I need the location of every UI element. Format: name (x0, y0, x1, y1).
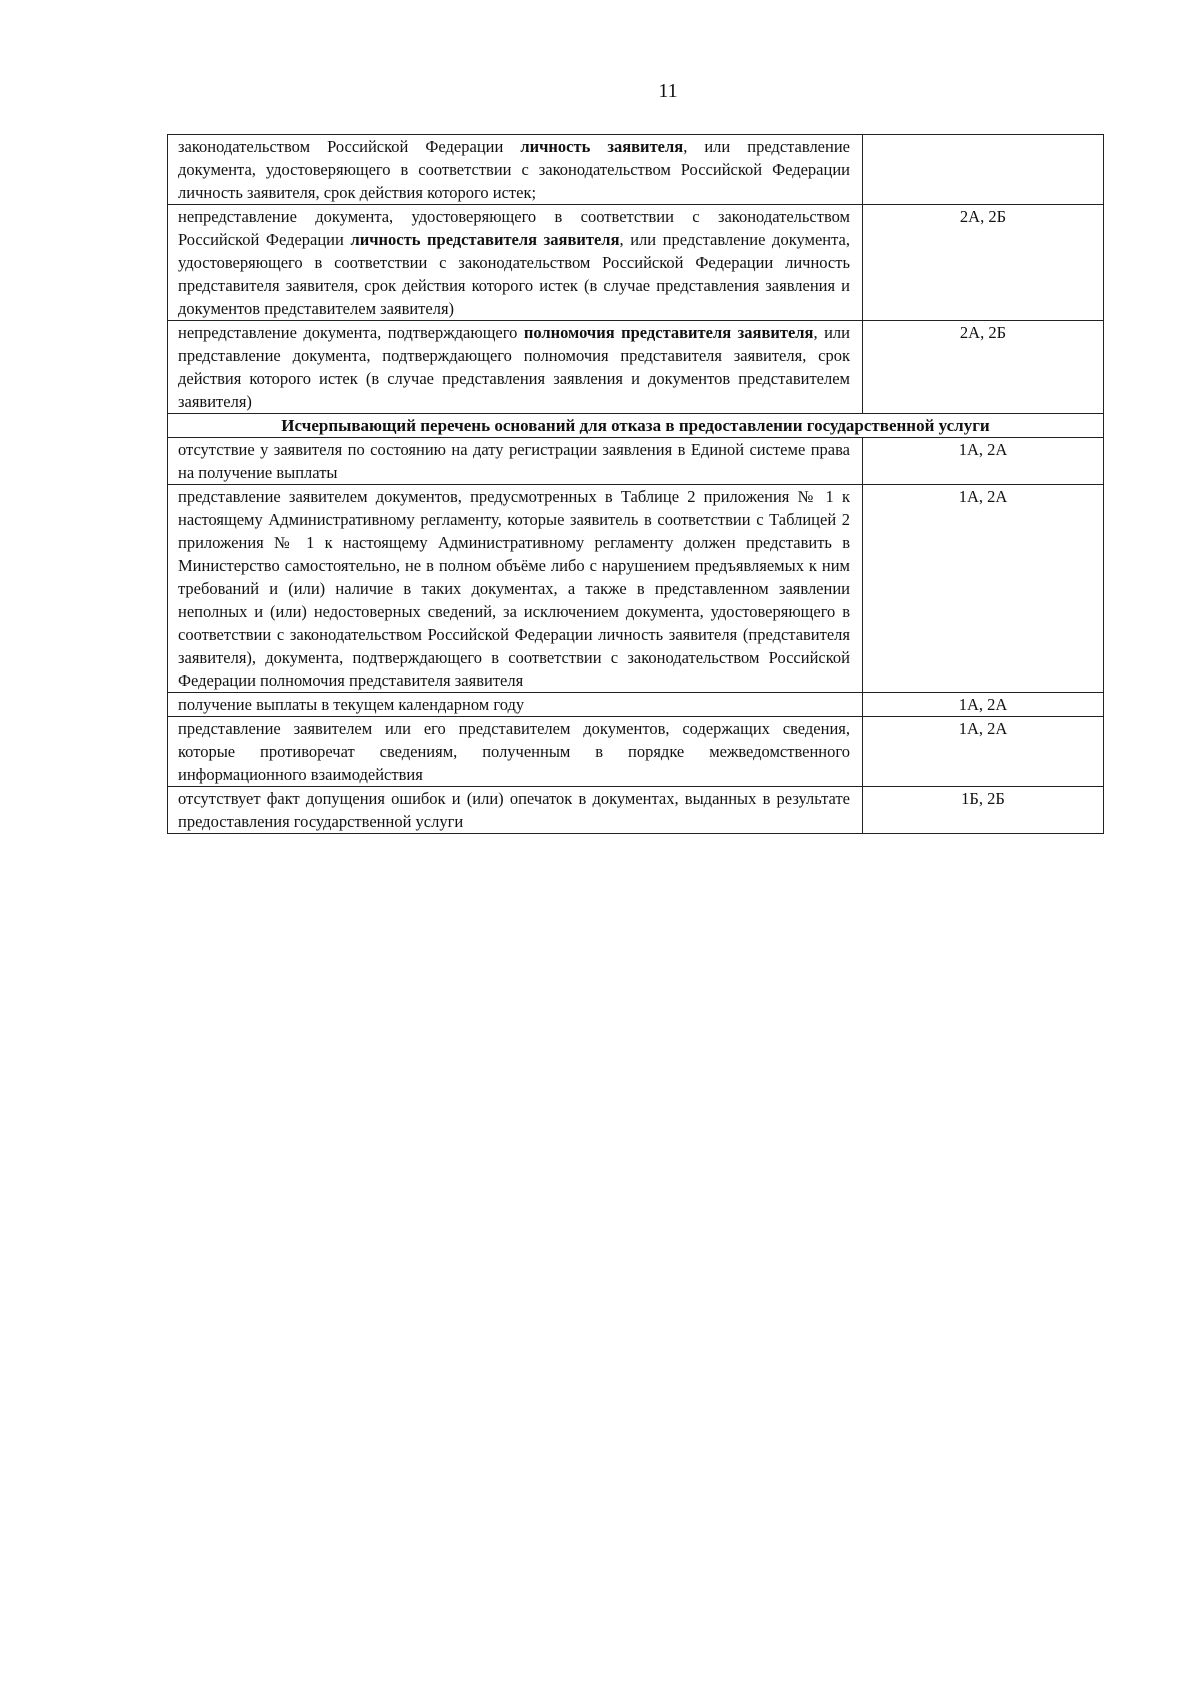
text-segment: представление заявителем документов, предусмотренных в Таблице 2 приложения № 1 к настоящему Административному регламенту, которые заявитель в соответствии с Таблицей 2 приложения № 1 к настоящему Административному регламенту должен представить в Министерство самостоятельно, не в полном объёме либо с нарушением предъявляемых к ним требований и (или) наличие в таких документах, а также в представленном заявлении неполных и (или) недостоверных сведений, за исключением документа, удостоверяющего в соответствии с законодательством Российской Федерации личность заявителя (представителя заявителя), документа, подтверждающего в соответствии с законодательством Российской Федерации полномочия представителя заявителя (178, 487, 850, 690)
ground-description (168, 717, 863, 787)
bold-text-segment: личность заявителя (520, 137, 684, 156)
section-heading-row (168, 414, 1104, 438)
text-segment: представление заявителем или его представителем документов, содержащих сведения, которые противоречат сведениям, полученным в порядке межведомственного информационного взаимодействия (178, 719, 850, 784)
table-row (168, 321, 1104, 414)
bold-text-segment: полномочия представителя заявителя (523, 323, 814, 342)
table-row (168, 693, 1104, 717)
ground-description (168, 135, 863, 205)
result-code: 2А, 2Б (863, 321, 1104, 414)
text-segment: законодательством Российской Федерации (178, 137, 521, 156)
result-code: 1А, 2А (863, 717, 1104, 787)
ground-description (168, 485, 863, 693)
ground-description (168, 205, 863, 321)
table-row (168, 438, 1104, 485)
result-code: 1А, 2А (863, 693, 1104, 717)
table-row (168, 485, 1104, 693)
ground-description (168, 438, 863, 485)
text-segment: отсутствие у заявителя по состоянию на дату регистрации заявления в Единой системе права на получение выплаты (178, 440, 850, 482)
text-segment: , или представление документа, удостоверяющего в соответствии с законодательством Российской Федерации личность представителя заявителя, срок действия которого истек (в случае представления заявления и документов представителем заявителя) (178, 230, 850, 318)
text-segment: отсутствует факт допущения ошибок и (или) опечаток в документах, выданных в результате предоставления государственной услуги (178, 789, 850, 831)
text-segment: , или представление документа, удостоверяющего в соответствии с законодательством Российской Федерации личность заявителя, срок действия которого истек; (178, 137, 850, 202)
result-code (863, 135, 1104, 205)
table-row (168, 135, 1104, 205)
text-segment: непредставление документа, удостоверяющего в соответствии с законодательством Российской Федерации (178, 207, 850, 249)
table-row (168, 717, 1104, 787)
result-code: 2А, 2Б (863, 205, 1104, 321)
table-row (168, 787, 1104, 834)
result-code: 1А, 2А (863, 438, 1104, 485)
text-segment: получение выплаты в текущем календарном году (178, 695, 525, 714)
result-code: 1А, 2А (863, 485, 1104, 693)
ground-description (168, 787, 863, 834)
ground-description (168, 321, 863, 414)
bold-text-segment: личность представителя заявителя (350, 230, 620, 249)
section-heading: Исчерпывающий перечень оснований для отказа в предоставлении государственной услуги (168, 414, 1104, 438)
table-row (168, 205, 1104, 321)
text-segment: , или представление документа, подтверждающего полномочия представителя заявителя, срок действия которого истек (в случае представления заявления и документов представителем заявителя) (178, 323, 850, 411)
grounds-table-body (168, 135, 1104, 834)
grounds-table (167, 134, 1104, 834)
text-segment: непредставление документа, подтверждающего (178, 323, 524, 342)
result-code: 1Б, 2Б (863, 787, 1104, 834)
ground-description (168, 693, 863, 717)
page-number: 11 (658, 80, 678, 102)
